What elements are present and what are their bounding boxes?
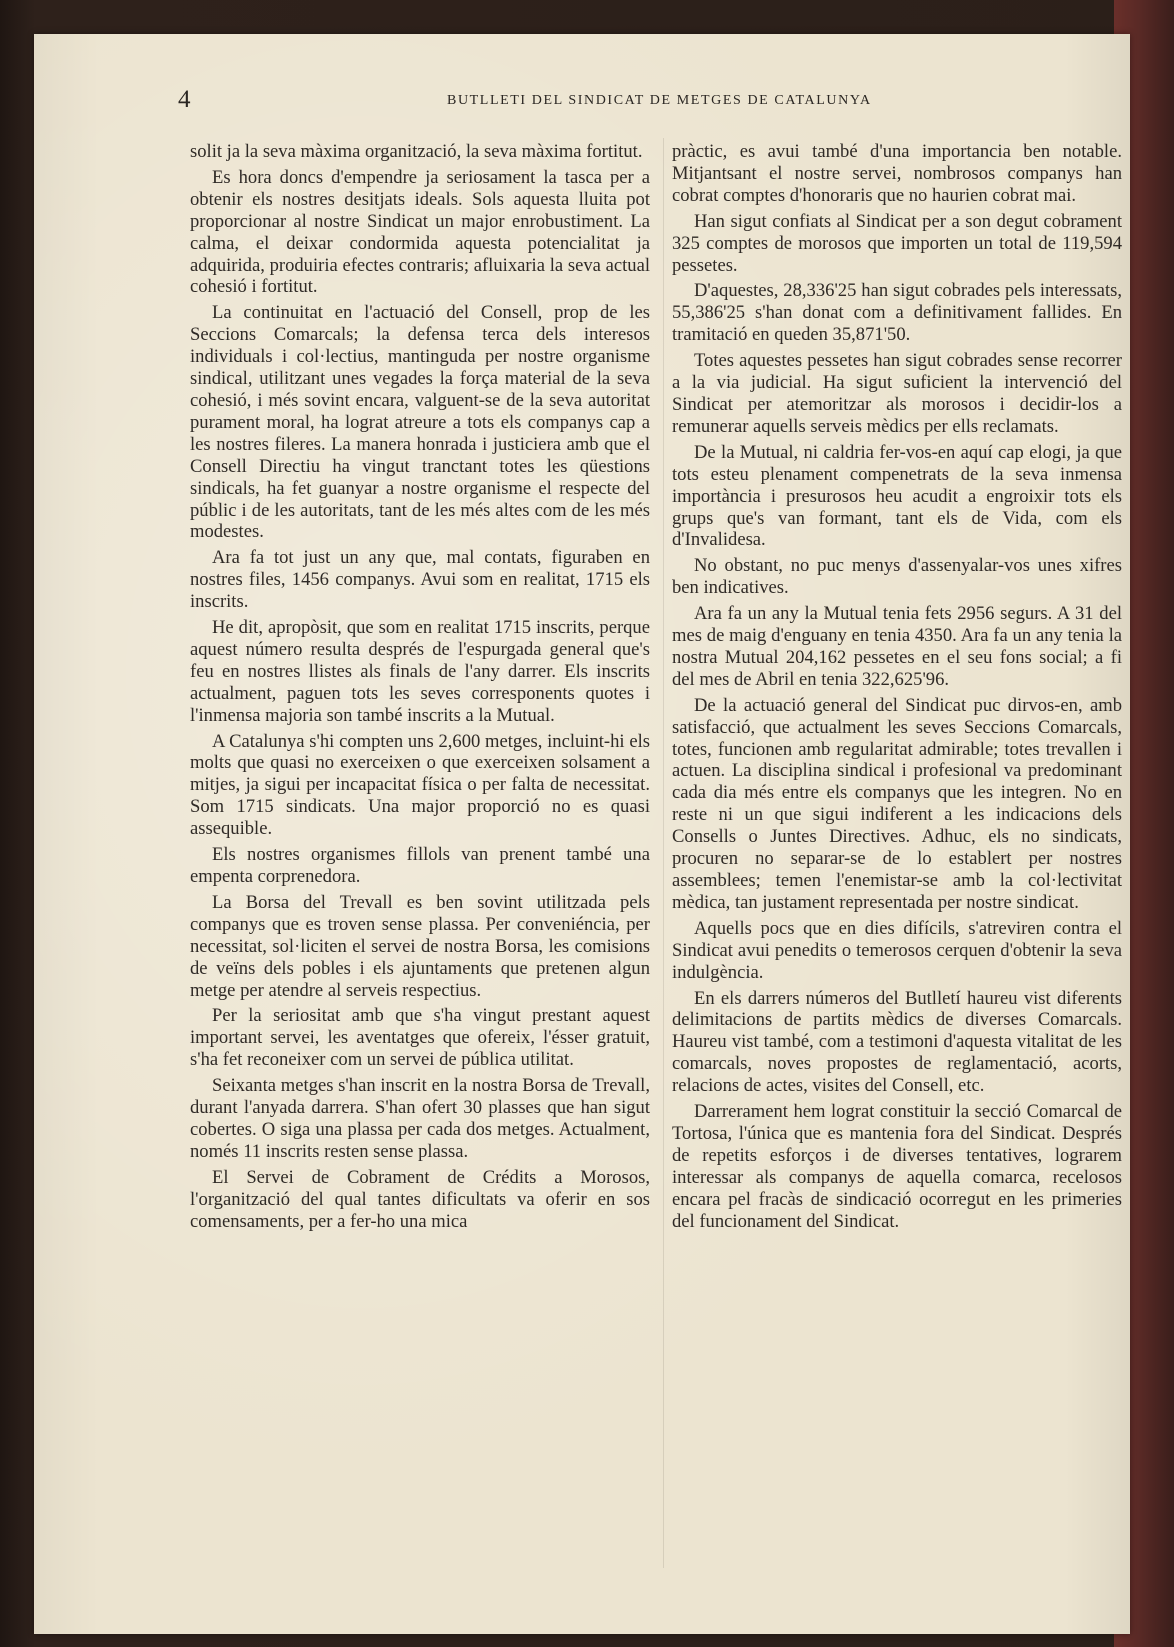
paragraph: Seixanta metges s'han inscrit en la nostra Borsa de Trevall, durant l'anyada darrera. S'han ofert 30 plasses que han sigut cobertes. O siga una plassa per cada dos metges. Actualment, només 11 inscrits resten sense plassa.: [190, 1075, 650, 1162]
paragraph: Els nostres organismes fillols van prenent també una empenta corprenedora.: [190, 844, 650, 887]
paragraph: solit ja la seva màxima organització, la seva màxima fortitut.: [190, 141, 643, 162]
paragraph: De la Mutual, ni caldria fer-vos-en aquí cap elogi, ja que tots esteu plenament compenetrats de la seva inmensa importància i presurosos heu acudit a engroixir tots els grups que's van formant, tant els de Vida, com els d'Invalidesa.: [672, 441, 1122, 551]
running-header: BUTLLETI DEL SINDICAT DE METGES DE CATALUNYA: [447, 93, 872, 108]
paragraph: El Servei de Cobrament de Crédits a Morosos, l'organització del qual tantes dificultats va oferir en sos comensaments, per a fer-ho una mica: [190, 1166, 650, 1232]
page-number: 4: [178, 86, 191, 113]
left-column: [190, 141, 650, 1237]
paragraph: En els darrers números del Butlletí haureu vist diferents delimitacions de partits mèdics de diverses Comarcals. Haureu vist també, com a testimoni d'aquesta vitalitat de les comarcals, noves propostes de reglamentació, acorts, relacions de actes, visites del Consell, etc.: [672, 987, 1122, 1097]
paragraph: La continuitat en l'actuació del Consell, prop de les Seccions Comarcals; la defensa terca dels interesos individuals i col·lectius, mantinguda per nostre organisme sindical, utilitzant unes vegades la força material de la seva cohesió, i més sovint encara, valguent-se de la seva autoritat purament moral, ha lograt atreure a tots els companys cap a les nostres fileres. La manera honrada i justiciera amb que el Consell Directiu ha vingut tranctant totes les qüestions sindicals, ha fet guanyar a nostre organisme el respecte del públic i de les autoritats, tant de les més altes com de les més modestes.: [190, 302, 650, 543]
paragraph: Per la seriositat amb que s'ha vingut prestant aquest important servei, les aventatges que ofereix, l'ésser gratuit, s'ha fet reconeixer com un servei de pública utilitat.: [190, 1005, 650, 1071]
right-column: [672, 141, 1122, 1237]
paragraph: Darrerament hem lograt constituir la secció Comarcal de Tortosa, l'única que es mantenia fora del Sindicat. Després de repetits esforços i de diverses tentatives, lograrem interessar als companys de aquella comarca, recelosos encara pel fracàs de sindicació ocorregut en les primeries del funcionament del Sindicat.: [672, 1101, 1122, 1232]
paragraph: Es hora doncs d'empendre ja seriosament la tasca per a obtenir els nostres desitjats ideals. Sols aquesta lluita pot proporcionar al nostre Sindicat un major enrobustiment. La calma, el deixar condormida aquesta potencialitat ja adquirida, produiria efectes contraris; afluixaria la seva actual cohesió i fortitut.: [190, 166, 650, 298]
paragraph: A Catalunya s'hi compten uns 2,600 metges, incluint-hi els molts que quasi no exerceixen o que exerceixen solsament a mitjes, ja sigui per incapacitat física o per falta de necessitat. Som 1715 sindicats. Una major proporció no es quasi assequible.: [190, 730, 650, 840]
paragraph: La Borsa del Trevall es ben sovint utilitzada pels companys que es troven sense plassa. Per conveniéncia, per necessitat, sol·liciten el servei de nostra Borsa, les comisions de veïns dels pobles i els ajuntaments que pretenen algun metge per atendre al serveis respectius.: [190, 891, 650, 1001]
paragraph: Aquells pocs que en dies difícils, s'atreviren contra el Sindicat avui penedits o temerosos cerquen d'obtenir la seva indulgència.: [672, 917, 1122, 983]
paragraph: No obstant, no puc menys d'assenyalar-vos unes xifres ben indicatives.: [672, 555, 1122, 599]
paragraph: De la actuació general del Sindicat puc dirvos-en, amb satisfacció, que actualment les seves Seccions Comarcals, totes, funcionen amb regularitat admirable; totes trevallen i actuen. La disciplina sindical i profesional va predominant cada dia més entre els companys que les integren. No en reste ni un que sigui indiferent a les indicacions dels Consells o Juntes Directives. Adhuc, els no sindicats, procuren no separar-se de lo establert per nostres assemblees; temen l'enemistar-se amb la col·lectivitat mèdica, tan justament representada per nostre sindicat.: [672, 694, 1122, 913]
paragraph: Ara fa un any la Mutual tenia fets 2956 segurs. A 31 del mes de maig d'enguany en tenia 4350. Ara fa un any tenia la nostra Mutual 204,162 pessetes en el seu fons social; a fi del mes de Abril en tenia 322,625'96.: [672, 603, 1122, 690]
paragraph: Ara fa tot just un any que, mal contats, figuraben en nostres files, 1456 companys. Avui som en realitat, 1715 els inscrits.: [190, 547, 650, 613]
paragraph: D'aquestes, 28,336'25 han sigut cobrades pels interessats, 55,386'25 s'han donat com a definitivament fallides. En tramitació en queden 35,871'50.: [672, 280, 1122, 346]
column-gutter: [663, 138, 664, 1568]
paragraph: pràctic, es avui també d'una importancia ben notable. Mitjantsant el nostre servei, nombrosos companys han cobrat comptes d'honoraris que no haurien cobrat mai.: [672, 141, 1122, 206]
paragraph: He dit, apropòsit, que som en realitat 1715 inscrits, perque aquest número resulta després de l'espurgada general que's feu en nostres llistes als finals de l'any darrer. Els inscrits actualment, paguen tots les seves corresponents quotes i l'inmensa majoria son també inscrits a la Mutual.: [190, 617, 650, 726]
paragraph: Han sigut confiats al Sindicat per a son degut cobrament 325 comptes de morosos que importen un total de 119,594 pessetes.: [672, 210, 1122, 276]
paragraph: Totes aquestes pessetes han sigut cobrades sense recorrer a la via judicial. Ha sigut suficient la intervenció del Sindicat per atemoritzar als morosos i decidir-los a remunerar aquells serveis mèdics per ells reclamats.: [672, 350, 1122, 437]
